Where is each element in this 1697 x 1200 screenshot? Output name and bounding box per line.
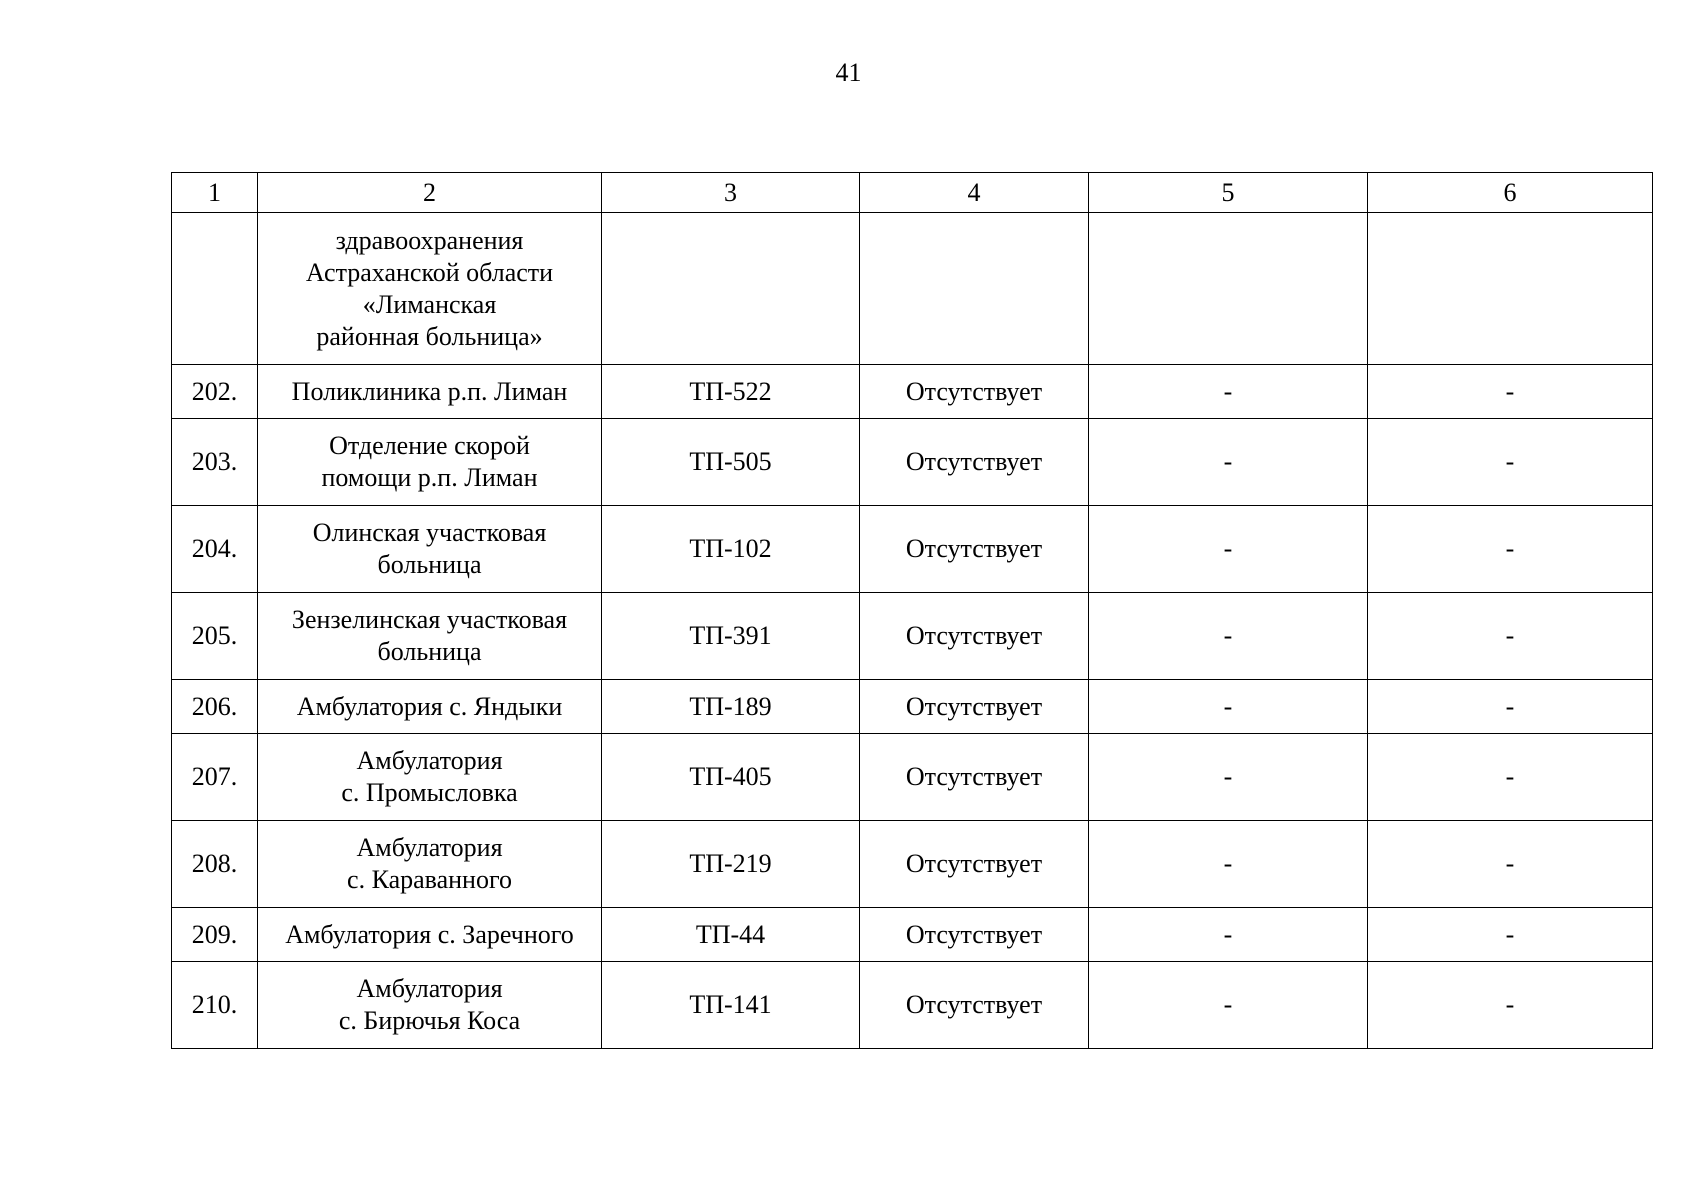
substation-cell: ТП-189: [602, 680, 860, 734]
substation-cell: ТП-141: [602, 962, 860, 1049]
col6-cell: -: [1368, 962, 1653, 1049]
header-cell-5: 5: [1089, 173, 1368, 213]
continuation-tp-cell: [602, 213, 860, 365]
col6-cell: -: [1368, 506, 1653, 593]
col5-cell: -: [1089, 908, 1368, 962]
facility-name-cell: Зензелинская участковая больница: [258, 593, 602, 680]
facility-name-cell: Амбулатория с. Яндыки: [258, 680, 602, 734]
col5-cell: -: [1089, 734, 1368, 821]
status-cell: Отсутствует: [860, 593, 1089, 680]
substation-cell: ТП-391: [602, 593, 860, 680]
table-header-row: [172, 173, 1653, 213]
row-number-cell: 203.: [172, 419, 258, 506]
continuation-number-cell: [172, 213, 258, 365]
col5-cell: -: [1089, 821, 1368, 908]
header-cell-3: 3: [602, 173, 860, 213]
facility-name-cell: Амбулатория с. Караванного: [258, 821, 602, 908]
status-cell: Отсутствует: [860, 680, 1089, 734]
table-row: [172, 908, 1653, 962]
status-cell: Отсутствует: [860, 419, 1089, 506]
continuation-row: [172, 213, 1653, 365]
substation-cell: ТП-405: [602, 734, 860, 821]
facility-name-cell: Поликлиника р.п. Лиман: [258, 365, 602, 419]
status-cell: Отсутствует: [860, 962, 1089, 1049]
col6-cell: -: [1368, 908, 1653, 962]
table-row: [172, 593, 1653, 680]
table-row: [172, 419, 1653, 506]
header-cell-2: 2: [258, 173, 602, 213]
col5-cell: -: [1089, 962, 1368, 1049]
row-number-cell: 209.: [172, 908, 258, 962]
col6-cell: -: [1368, 593, 1653, 680]
status-cell: Отсутствует: [860, 908, 1089, 962]
row-number-cell: 207.: [172, 734, 258, 821]
row-number-cell: 210.: [172, 962, 258, 1049]
table-row: [172, 506, 1653, 593]
col5-cell: -: [1089, 365, 1368, 419]
header-cell-1: 1: [172, 173, 258, 213]
facility-name-cell: Амбулатория с. Промысловка: [258, 734, 602, 821]
col6-cell: -: [1368, 734, 1653, 821]
table-row: [172, 962, 1653, 1049]
header-cell-4: 4: [860, 173, 1089, 213]
facility-name-cell: Амбулатория с. Бирючья Коса: [258, 962, 602, 1049]
continuation-status-cell: [860, 213, 1089, 365]
table-body: [172, 173, 1653, 1049]
status-cell: Отсутствует: [860, 506, 1089, 593]
col6-cell: -: [1368, 821, 1653, 908]
table-row: [172, 365, 1653, 419]
col5-cell: -: [1089, 419, 1368, 506]
facility-name-cell: Амбулатория с. Заречного: [258, 908, 602, 962]
table-row: [172, 680, 1653, 734]
substation-cell: ТП-44: [602, 908, 860, 962]
col5-cell: -: [1089, 593, 1368, 680]
substation-cell: ТП-219: [602, 821, 860, 908]
col5-cell: -: [1089, 680, 1368, 734]
col6-cell: -: [1368, 419, 1653, 506]
status-cell: Отсутствует: [860, 365, 1089, 419]
facility-name-cell: Отделение скорой помощи р.п. Лиман: [258, 419, 602, 506]
col6-cell: -: [1368, 680, 1653, 734]
facilities-table: [171, 172, 1653, 1049]
row-number-cell: 205.: [172, 593, 258, 680]
col6-cell: -: [1368, 365, 1653, 419]
header-cell-6: 6: [1368, 173, 1653, 213]
continuation-col6-cell: [1368, 213, 1653, 365]
table-row: [172, 821, 1653, 908]
continuation-col5-cell: [1089, 213, 1368, 365]
facility-name-cell: Олинская участковая больница: [258, 506, 602, 593]
status-cell: Отсутствует: [860, 734, 1089, 821]
status-cell: Отсутствует: [860, 821, 1089, 908]
row-number-cell: 206.: [172, 680, 258, 734]
col5-cell: -: [1089, 506, 1368, 593]
row-number-cell: 204.: [172, 506, 258, 593]
substation-cell: ТП-505: [602, 419, 860, 506]
continuation-name-cell: здравоохранения Астраханской области «Лиманская районная больница»: [258, 213, 602, 365]
row-number-cell: 208.: [172, 821, 258, 908]
row-number-cell: 202.: [172, 365, 258, 419]
page-number: 41: [835, 58, 862, 87]
table-row: [172, 734, 1653, 821]
substation-cell: ТП-522: [602, 365, 860, 419]
substation-cell: ТП-102: [602, 506, 860, 593]
